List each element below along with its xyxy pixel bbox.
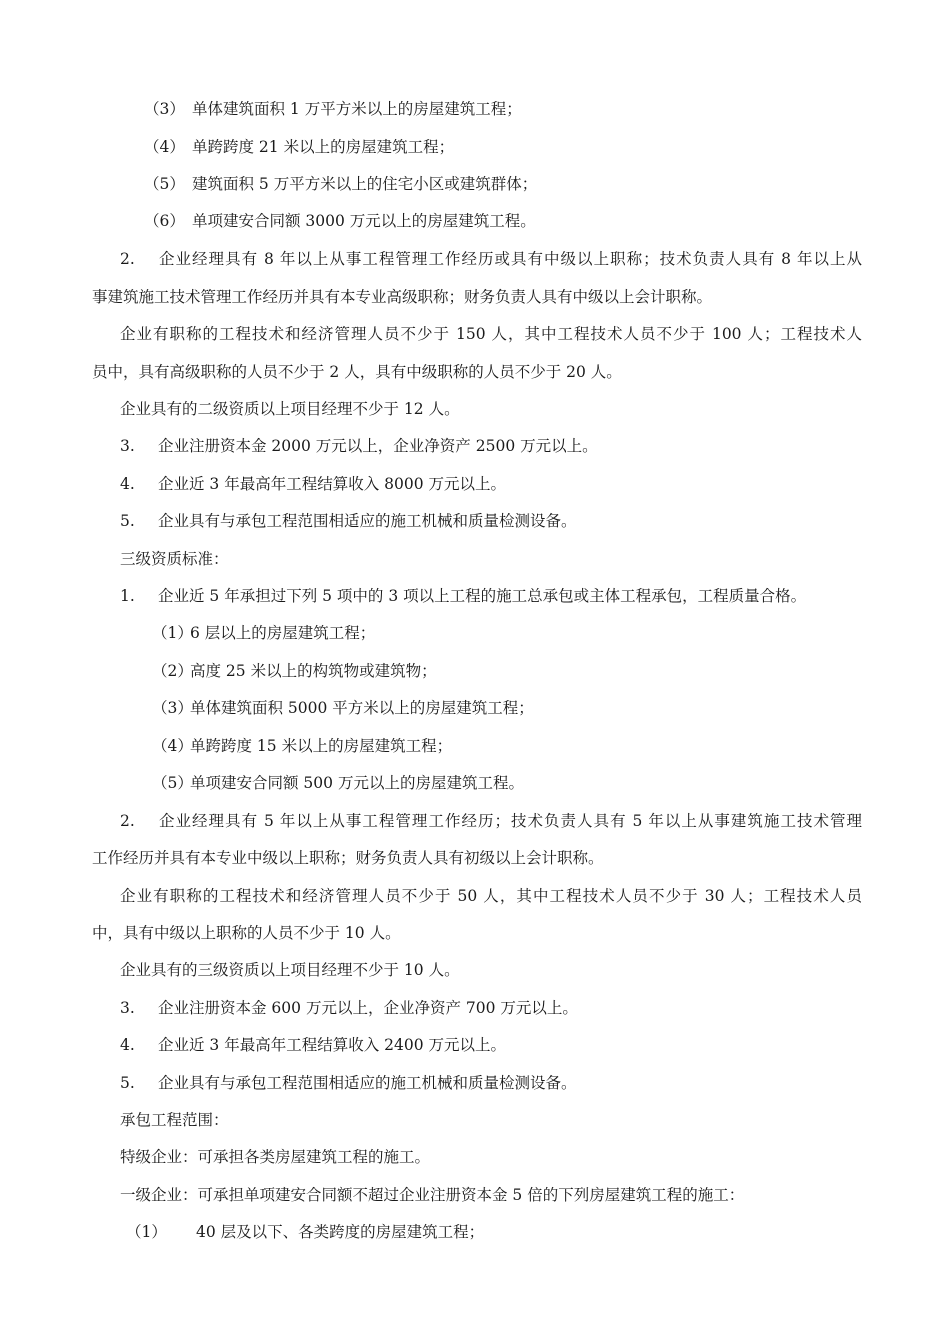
list-item — [144, 174, 537, 194]
list-item — [152, 773, 524, 793]
item-text: 企业经理具有 8 年以上从事工程管理工作经历或具有中级以上职称；技术负责人具有 8 年以上从 — [158, 250, 862, 268]
item-number: 5. — [120, 1074, 135, 1092]
paragraph-line: 工作经历并具有本专业中级以上职称；财务负责人具有初级以上会计职称。 — [92, 849, 604, 867]
item-number: （3） — [152, 699, 193, 717]
paragraph-line: 中，具有中级以上职称的人员不少于 10 人。 — [92, 924, 401, 942]
item-text: 企业注册资本金 600 万元以上，企业净资产 700 万元以上。 — [158, 999, 578, 1017]
item-number: （1） — [152, 624, 193, 642]
paragraph-line: 企业具有的二级资质以上项目经理不少于 12 人。 — [120, 400, 460, 418]
list-item — [120, 249, 862, 269]
item-text: 企业近 3 年最高年工程结算收入 2400 万元以上。 — [158, 1036, 507, 1054]
item-text: 企业注册资本金 2000 万元以上，企业净资产 2500 万元以上。 — [158, 437, 598, 455]
list-item — [144, 211, 536, 231]
item-number: （5） — [152, 774, 193, 792]
list-item — [152, 736, 452, 756]
list-item — [152, 698, 534, 718]
item-text: 单跨跨度 15 米以上的房屋建筑工程； — [190, 737, 453, 755]
item-number: 2. — [120, 250, 135, 268]
item-text: 单体建筑面积 1 万平方米以上的房屋建筑工程； — [192, 100, 522, 118]
list-item — [120, 586, 806, 606]
paragraph-line: 员中，具有高级职称的人员不少于 2 人，具有中级职称的人员不少于 20 人。 — [92, 363, 622, 381]
paragraph-line: 一级企业：可承担单项建安合同额不超过企业注册资本金 5 倍的下列房屋建筑工程的施工： — [120, 1186, 745, 1204]
item-number: 1. — [120, 587, 135, 605]
item-text: 单体建筑面积 5000 平方米以上的房屋建筑工程； — [190, 699, 534, 717]
item-number: （2） — [152, 662, 193, 680]
list-item — [120, 1073, 577, 1093]
item-number: 5. — [120, 512, 135, 530]
paragraph-line: 企业具有的三级资质以上项目经理不少于 10 人。 — [120, 961, 460, 979]
item-number: 3. — [120, 999, 135, 1017]
item-number: 4. — [120, 1036, 135, 1054]
section-heading: 三级资质标准： — [120, 550, 229, 568]
item-number: 3. — [120, 437, 135, 455]
item-number: （4） — [144, 138, 185, 156]
paragraph-line: 事建筑施工技术管理工作经历并具有本专业高级职称；财务负责人具有中级以上会计职称。 — [92, 288, 713, 306]
paragraph-line — [120, 324, 862, 344]
item-text: 6 层以上的房屋建筑工程； — [190, 624, 376, 642]
list-item — [120, 998, 578, 1018]
list-item — [120, 436, 598, 456]
item-text: 企业具有与承包工程范围相适应的施工机械和质量检测设备。 — [158, 512, 577, 530]
item-text: 建筑面积 5 万平方米以上的住宅小区或建筑群体； — [192, 175, 538, 193]
paragraph-line — [120, 886, 862, 906]
list-item — [120, 1035, 506, 1055]
item-number: （6） — [144, 212, 185, 230]
item-text: 企业经理具有 5 年以上从事工程管理工作经历；技术负责人具有 5 年以上从事建筑施工技术管理 — [158, 812, 862, 830]
item-number: 2. — [120, 812, 135, 830]
item-text: 单跨跨度 21 米以上的房屋建筑工程； — [192, 138, 455, 156]
paragraph-line: 特级企业：可承担各类房屋建筑工程的施工。 — [120, 1148, 431, 1166]
paragraph-text: 企业有职称的工程技术和经济管理人员不少于 50 人，其中工程技术人员不少于 30 人；工程技术人员 — [120, 887, 862, 905]
list-item — [144, 137, 454, 157]
section-heading: 承包工程范围： — [120, 1111, 229, 1129]
item-text: 单项建安合同额 3000 万元以上的房屋建筑工程。 — [192, 212, 536, 230]
item-text: 单项建安合同额 500 万元以上的房屋建筑工程。 — [190, 774, 524, 792]
item-number: （4） — [152, 737, 193, 755]
item-number: 4. — [120, 475, 135, 493]
item-text: 40 层及以下、各类跨度的房屋建筑工程； — [196, 1223, 485, 1241]
list-item — [152, 661, 437, 681]
list-item — [126, 1222, 484, 1242]
item-number: （3） — [144, 100, 185, 118]
list-item — [120, 811, 862, 831]
item-text: 高度 25 米以上的构筑物或建筑物； — [190, 662, 437, 680]
item-text: 企业近 5 年承担过下列 5 项中的 3 项以上工程的施工总承包或主体工程承包，工程质量合格。 — [158, 587, 807, 605]
list-item — [120, 474, 506, 494]
list-item — [144, 99, 522, 119]
item-text: 企业近 3 年最高年工程结算收入 8000 万元以上。 — [158, 475, 507, 493]
list-item — [120, 511, 577, 531]
item-number: （5） — [144, 175, 185, 193]
item-number: （1） — [126, 1223, 167, 1241]
paragraph-text: 企业有职称的工程技术和经济管理人员不少于 150 人，其中工程技术人员不少于 100 人；工程技术人 — [120, 325, 862, 343]
item-text: 企业具有与承包工程范围相适应的施工机械和质量检测设备。 — [158, 1074, 577, 1092]
list-item — [152, 623, 375, 643]
